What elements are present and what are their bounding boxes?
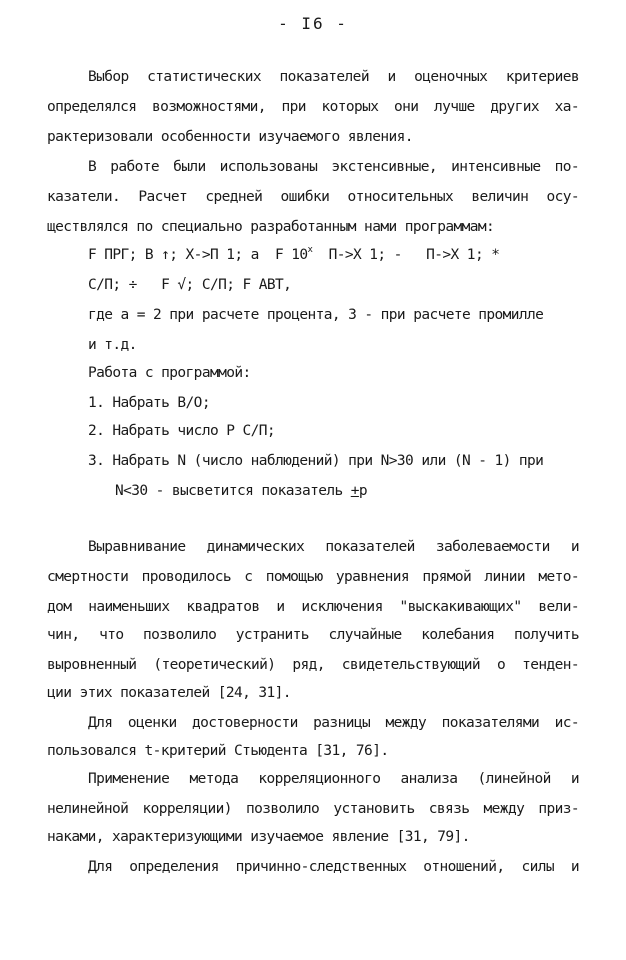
program-line — [88, 246, 499, 266]
text-line: выровненный (теоретический) ряд, свидетельствующий о тенден- — [47, 657, 579, 673]
text-span: p — [358, 483, 368, 499]
list-item-continuation — [115, 482, 367, 500]
program-line: С/П; ÷ F √; С/П; F АВТ, — [88, 277, 292, 293]
plus-minus-sign: + — [350, 483, 359, 499]
text-line: Для определения причинно-следственных отношений, силы и — [88, 859, 579, 875]
text-line: рактеризовали особенности изучаемого явления. — [47, 129, 413, 145]
text-line: Выбор статистических показателей и оценочных критериев — [88, 69, 579, 85]
text-line: где a = 2 при расчете процента, 3 - при расчете промилле — [88, 307, 544, 323]
text-line: пользовался t-критерий Стьюдента [31, 76]. — [47, 743, 389, 759]
text-line: Для оценки достоверности разницы между показателями ис- — [88, 715, 579, 731]
text-line: Работа с программой: — [88, 365, 251, 381]
list-item: 2. Набрать число Р С/П; — [88, 423, 275, 439]
text-line: и т.д. — [88, 337, 137, 353]
text-line: чин, что позволило устранить случайные колебания получить — [47, 627, 579, 643]
text-line: ществлялся по специально разработанным нами программам: — [47, 219, 495, 235]
text-line: дом наименьших квадратов и исключения "выскакивающих" вели- — [47, 599, 579, 615]
text-line: казатели. Расчет средней ошибки относительных величин осу- — [47, 189, 579, 205]
text-line: ции этих показателей [24, 31]. — [47, 685, 291, 701]
superscript-x: x — [307, 245, 313, 255]
text-line: определялся возможностями, при которых они лучше других ха- — [47, 99, 579, 115]
text-span: N<30 - высветится показатель — [115, 483, 351, 499]
text-line: Выравнивание динамических показателей заболеваемости и — [88, 539, 579, 555]
text-line: Применение метода корреляционного анализа (линейной и — [88, 771, 579, 787]
text-line: наками, характеризующими изучаемое явление [31, 79]. — [47, 829, 470, 845]
program-part: F ПРГ; В ↑; Х->П 1; a F 10 — [88, 247, 308, 263]
text-line: В работе были использованы экстенсивные, интенсивные по- — [88, 159, 579, 175]
text-line: смертности проводилось с помощью уравнения прямой линии мето- — [47, 569, 579, 585]
text-line: нелинейной корреляции) позволило установить связь между приз- — [47, 801, 579, 817]
list-item: 3. Набрать N (число наблюдений) при N>30 или (N - 1) при — [88, 453, 544, 469]
program-part: П->Х 1; - П->Х 1; * — [312, 247, 500, 263]
list-item: 1. Набрать В/О; — [88, 395, 210, 411]
page-number: - I6 - — [278, 14, 348, 33]
